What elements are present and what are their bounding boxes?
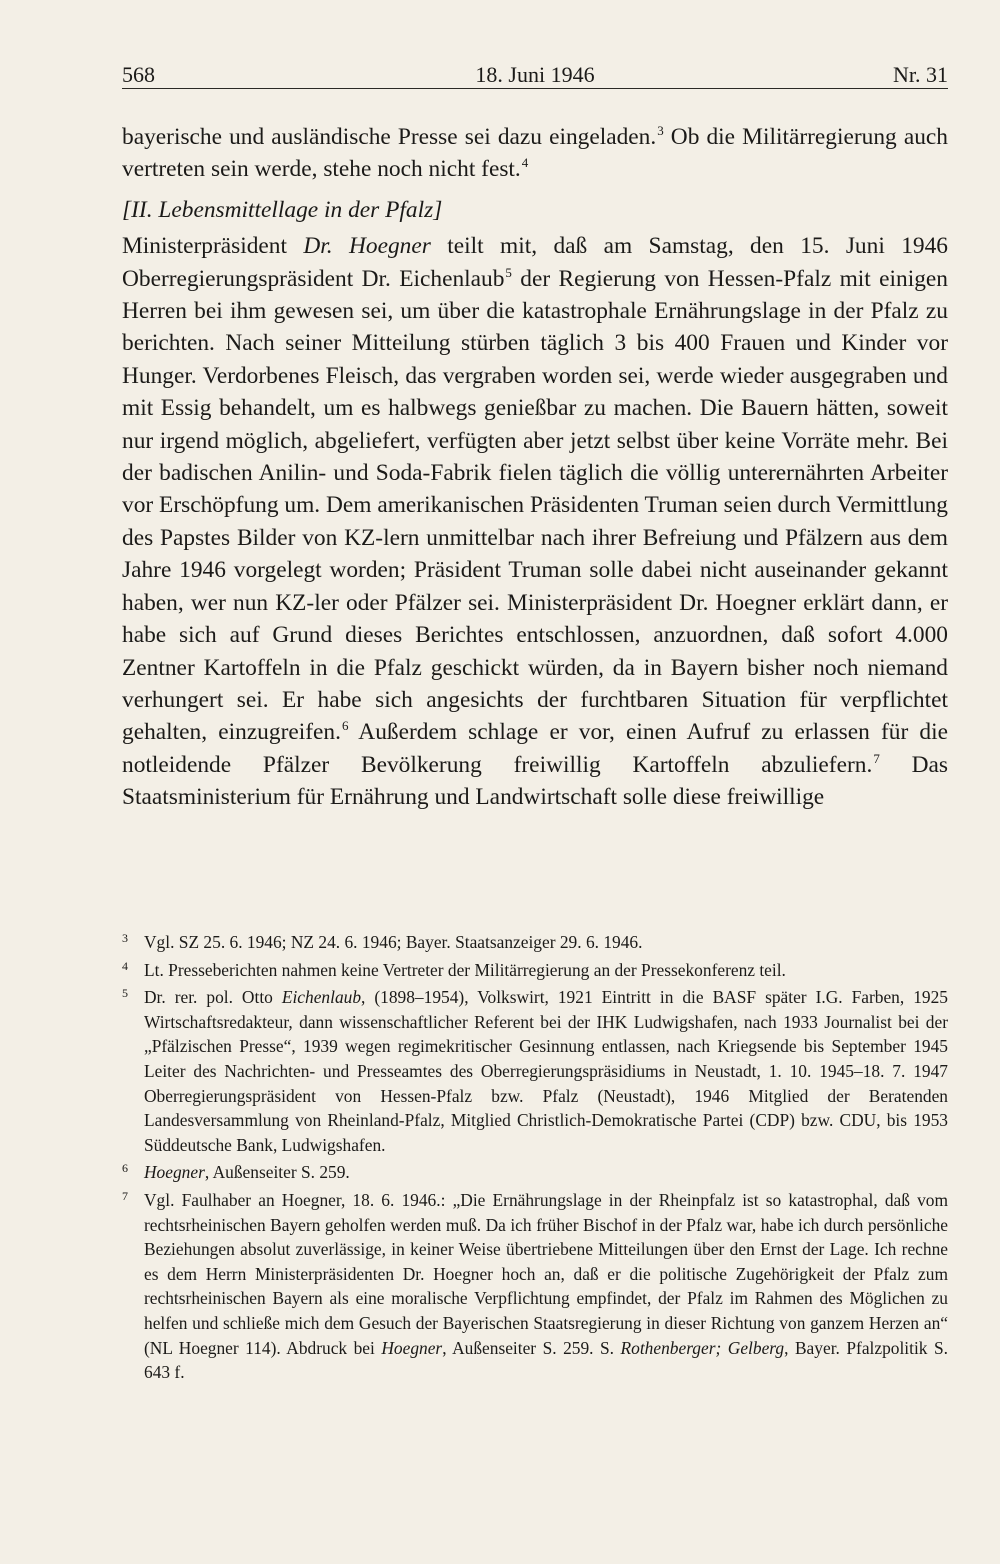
person-name: Eichenlaub — [281, 987, 362, 1008]
footnote-ref-5: 5 — [505, 264, 512, 280]
footnote-number: 4 — [122, 958, 128, 973]
footnote-4 — [122, 958, 948, 983]
footnote-text: Vgl. SZ 25. 6. 1946; NZ 24. 6. 1946; Bayer. Staatsanzeiger 29. 6. 1946. — [144, 932, 643, 952]
footnote-text: Dr. rer. pol. Otto — [144, 987, 282, 1008]
footnote-5 — [122, 985, 948, 1157]
text-run: Ob die Militärregierung auch vertreten sein werde, stehe noch nicht fest. — [122, 124, 948, 183]
footnote-number: 6 — [122, 1161, 128, 1176]
person-name: Hoegner — [381, 1337, 443, 1358]
text-run: Außerdem schlage er vor, einen Aufruf zu erlassen für die notleidende Pfälzer Bevölkerung freiwillig Kartoffeln abzuliefern. — [122, 719, 948, 778]
footnote-3 — [122, 930, 948, 955]
footnote-ref-3: 3 — [657, 123, 664, 138]
footnotes — [122, 930, 948, 1388]
section-heading — [122, 194, 948, 226]
text-run: der Regierung von Hessen-Pfalz mit einigen Herren bei ihm gewesen sei, um über die katastrophale Ernährungslage in der Pfalz zu berichten. Nach seiner Mitteilung stürben täglich 3 bis 400 Frauen und Kinder vor Hunger. Verdorbenes Fleisch, das vergraben worden sei, werde wieder ausgegraben und mit Essig behandelt, um es halbwegs genießbar zu machen. Die Bauern hätten, soweit nur irgend möglich, abgeliefert, verfügten aber jetzt selbst über keine Vorräte mehr. Bei der badischen Anilin- und Soda-Fabrik fielen täglich die völlig unterernährten Arbeiter vor Erschöpfung um. Dem amerikanischen Präsidenten Truman seien durch Vermittlung des Papstes Bilder von KZ-lern unmittelbar nach ihrer Befreiung und Pfälzern aus dem Jahre 1946 vorgelegt worden; Präsident Truman solle dabei nicht auseinander gekannt haben, wer nun KZ-ler oder Pfälzer sei. Ministerpräsident Dr. Hoegner erklärt dann, er habe sich auf Grund dieses Berichtes entschlossen, anzuordnen, daß sofort 4.000 Zentner Kartoffeln in die Pfalz geschickt würden, da in Bayern bisher noch niemand verhungert sei. Er habe sich angesichts der furchtbaren Situation für verpflichtet gehalten, einzugreifen. — [122, 265, 948, 746]
paragraph-2 — [122, 230, 948, 813]
person-name: Hoegner — [144, 1162, 205, 1183]
text-run: bayerische und ausländische Presse sei dazu eingeladen. — [122, 124, 657, 150]
heading-bracket-open: [ — [122, 196, 132, 223]
footnote-text: Lt. Presseberichten nahmen keine Vertreter der Militärregierung an der Pressekonferenz teil. — [144, 959, 786, 980]
page-number: 568 — [122, 62, 155, 87]
text-run: teilt mit, daß am Samstag, den 15. Juni 1946 Oberregierungspräsident Dr. Eichenlaub — [122, 233, 948, 292]
document-number: Nr. 31 — [893, 62, 948, 87]
footnote-number: 5 — [122, 986, 128, 1001]
footnote-6 — [122, 1160, 948, 1185]
footnote-ref-7: 7 — [873, 750, 880, 766]
footnote-7 — [122, 1188, 948, 1385]
footnote-text: Vgl. Faulhaber an Hoegner, 18. 6. 1946.: „Die Ernährungslage in der Rheinpfalz ist so katastrophal, daß vom rechtsrheinischen Bayern geholfen werden muß. Da ich früher Bischof in der Pfalz war, habe ich durch persönliche Beziehungen absolut zuverlässige, in keiner Weise übertriebene Mitteilungen über den Ernst der Lage. Ich rechne es dem Herrn Ministerpräsidenten Dr. Hoegner hoch an, daß er die politische Zugehörigkeit der Pfalz zum rechtsrheinischen Bayern als eine moralische Verpflichtung empfindet, der Pfalz im Rahmen des Möglichen zu helfen und schließe mich dem Gesuch der Bayerischen Staatsregierung in dieser Richtung von ganzem Herzen an“ (NL Hoegner 114). Abdruck bei — [144, 1189, 948, 1358]
text-run: Das Staatsministerium für Ernährung und Landwirtschaft solle diese freiwillige — [122, 751, 949, 811]
heading-bracket-close: ] — [433, 196, 443, 223]
running-head — [122, 58, 948, 89]
footnote-text: , (1898–1954), Volkswirt, 1921 Eintritt in die BASF später I.G. Farben, 1925 Wirtschaftsredakteur, dann wissenschaftlicher Referent bei der IHK Ludwigshafen, nach 1933 Journalist bei der „Pfälzischen Presse“, 1939 wegen regimekritischer Gesinnung entlassen, nach Kriegsende bis September 1945 Leiter des Nachrichten- und Presseamtes des Oberregierungspräsidiums in Neustadt, 1. 10. 1945–18. 7. 1947 Oberregierungspräsident von Hessen-Pfalz bzw. Pfalz (Neustadt), 1946 Mitglied der Beratenden Landesversammlung von Rheinland-Pfalz, Mitglied Christlich-Demokratische Partei (CDP) bzw. CDU, bis 1953 Süddeutsche Bank, Ludwigshafen. — [144, 987, 948, 1155]
paragraph-1 — [122, 121, 948, 186]
footnote-number: 7 — [122, 1188, 128, 1203]
text-run: Ministerpräsident — [122, 233, 304, 260]
footnote-ref-6: 6 — [341, 718, 349, 734]
footnote-ref-4: 4 — [521, 155, 529, 171]
running-head-date: 18. Juni 1946 — [475, 62, 595, 87]
author-names: Rothenberger; Gelberg — [620, 1337, 785, 1358]
footnote-text: , Außenseiter S. 259. S. — [442, 1337, 621, 1358]
footnote-text: , Außenseiter S. 259. — [204, 1162, 350, 1183]
document-page — [122, 58, 949, 1383]
footnote-text: , Bayer. Pfalzpolitik S. 643 f. — [144, 1337, 949, 1383]
person-name: Dr. Hoegner — [303, 233, 431, 260]
footnote-number: 3 — [122, 931, 128, 945]
heading-title: II. Lebensmittellage in der Pfalz — [131, 196, 434, 223]
main-text — [122, 121, 948, 814]
